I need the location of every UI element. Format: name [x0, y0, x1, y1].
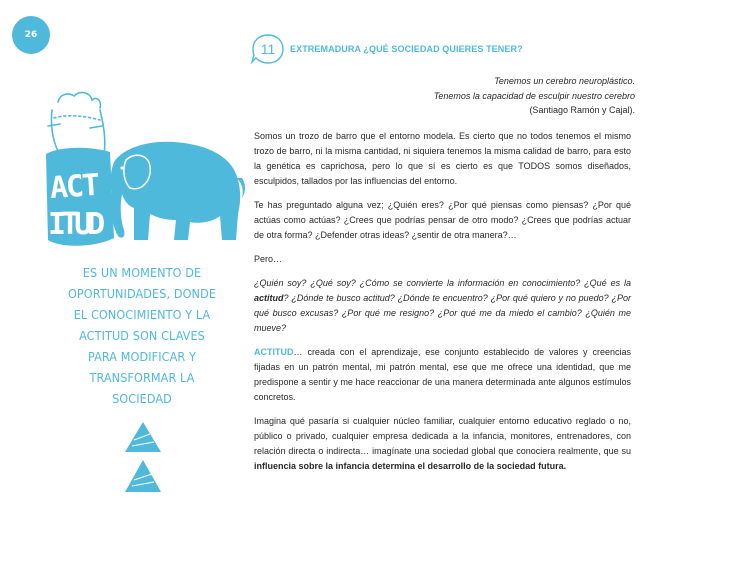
page-number: 26: [24, 30, 38, 40]
slogan-line: EL CONOCIMIENTO Y LA: [73, 307, 211, 322]
text-run: Imagina qué pasaría si cualquier núcleo familiar, cualquier entorno educativo reglado o no, público o privado, cualquier empresa dedicada a la infancia, monitores, entrenadores, con relación directa o indirecta… imagínate una sociedad global que conociera realmente, que su: [254, 416, 631, 456]
triangle-icon: [125, 460, 161, 492]
slogan-line: ACTITUD SON CLAVES: [79, 328, 205, 343]
paragraph-questions: [254, 276, 631, 336]
slogan-line: TRANSFORMAR LA: [89, 370, 195, 385]
text-run: ¿Quién soy? ¿Qué soy? ¿Cómo se convierte la información en conocimiento? ¿Qué es la: [254, 278, 631, 288]
bold-conclusion: influencia sobre la infancia determina el desarrollo de la sociedad futura.: [254, 461, 567, 471]
chapter-number: 11: [260, 41, 276, 57]
paragraph: Te has preguntado alguna vez; ¿Quién eres? ¿Por qué piensas como piensas? ¿Por qué actúas como actúas? ¿Crees que podrías pensar de otro modo? ¿Crees que podrías actuar de otra forma? ¿Defender otras ideas? ¿sentir de otra manera?…: [254, 200, 631, 240]
slogan-line: OPORTUNIDADES, DONDE: [67, 286, 217, 301]
page-number-badge: [12, 16, 50, 54]
actitud-accent: ACTITUD: [254, 347, 294, 357]
quote-line: Tenemos un cerebro neuroplástico.: [494, 76, 635, 86]
quote-line: Tenemos la capacidad de esculpir nuestro cerebro: [433, 90, 635, 101]
decorative-triangles: [122, 420, 164, 495]
slogan-line: PARA MODIFICAR Y: [88, 349, 196, 364]
paragraph: Pero…: [254, 254, 283, 264]
slogan-line: SOCIEDAD: [112, 391, 172, 406]
paragraph: Somos un trozo de barro que el entorno modela. Es cierto que no todos tenemos el mismo trozo de barro, ni la misma cantidad, ni siquiera tenemos la misma calidad de barro, para esto la genética es caprichosa, pero lo que sí es cierto es que TODOS somos diseñados, esculpidos, tallados por las influencias del entorno.: [254, 131, 631, 186]
bold-term: actitud: [254, 293, 284, 303]
chapter-number-bubble-icon: [250, 32, 286, 66]
elephant-illustration: [30, 88, 255, 258]
elephant-eye: [120, 166, 123, 169]
quote-author: (Santiago Ramón y Cajal).: [529, 105, 635, 115]
paragraph-actitud: [254, 345, 631, 405]
chapter-title: EXTREMADURA ¿QUÉ SOCIEDAD QUIERES TENER?: [290, 44, 523, 54]
text-run: … creada con el aprendizaje, ese conjunto establecido de valores y creencias fijadas en un patrón mental, mi patrón mental, ese que me ofrece una identidad, que me predispone a sentir y me hace reaccionar de una manera determinada ante algunos estímulos concretos.: [254, 347, 631, 402]
body-text: [254, 129, 631, 483]
slogan-line: ES UN MOMENTO DE: [82, 265, 202, 280]
actitud-letters-top: ACT: [48, 167, 100, 207]
actitud-letters-bottom: ITUD: [48, 207, 101, 242]
epigraph-quote: [275, 74, 635, 118]
jar-icon: [48, 93, 105, 154]
paragraph-closing: [254, 414, 631, 474]
text-run: ? ¿Dónde te busco actitud? ¿Dónde te encuentro? ¿Por qué quiero y no puedo? ¿Por qué busco excusas? ¿Por qué me resigno? ¿Por qué me da miedo el cambio? ¿Quién me mueve?: [254, 293, 631, 333]
slogan: [62, 262, 222, 409]
